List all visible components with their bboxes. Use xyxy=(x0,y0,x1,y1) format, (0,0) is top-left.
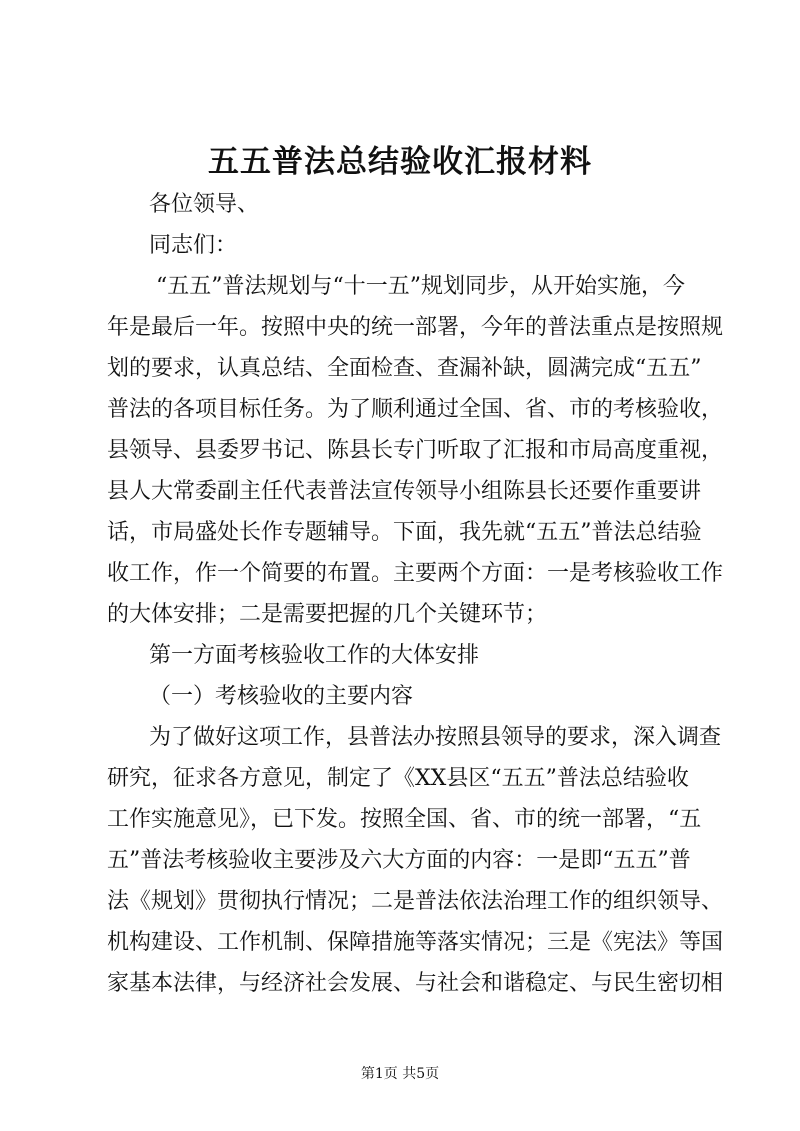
paragraph-line: 的大体安排；二是需要把握的几个关键环节； xyxy=(107,602,548,627)
paragraph-line: 家基本法律，与经济社会发展、与社会和谐稳定、与民生密切相 xyxy=(107,971,724,996)
paragraph-line: 工作实施意见》，已下发。按照全国、省、市的统一部署，“五 xyxy=(107,807,702,832)
paragraph-line: 划的要求，认真总结、全面检查、查漏补缺，圆满完成“五五” xyxy=(107,356,702,381)
paragraph-line: 年是最后一年。按照中央的统一部署，今年的普法重点是按照规 xyxy=(107,315,724,340)
page-title: 五五普法总结验收汇报材料 xyxy=(208,144,592,180)
page-number-footer: 第1页 共5页 xyxy=(360,1066,440,1082)
paragraph-line: 普法的各项目标任务。为了顺利通过全国、省、市的考核验收， xyxy=(107,397,724,422)
paragraph-line: 县领导、县委罗书记、陈县长专门听取了汇报和市局高度重视， xyxy=(107,438,724,463)
salutation-line: 同志们： xyxy=(149,233,238,258)
paragraph-line: 机构建设、工作机制、保障措施等落实情况；三是《宪法》等国 xyxy=(107,930,724,955)
paragraph-line: “五五”普法规划与“十一五”规划同步，从开始实施，今 xyxy=(156,274,685,299)
paragraph-line: 县人大常委副主任代表普法宣传领导小组陈县长还要作重要讲 xyxy=(107,479,702,504)
paragraph-line: 五”普法考核验收主要涉及六大方面的内容：一是即“五五”普 xyxy=(107,848,691,873)
subsection-heading: （一）考核验收的主要内容 xyxy=(149,684,414,709)
section-heading: 第一方面考核验收工作的大体安排 xyxy=(149,643,480,668)
paragraph-line: 收工作，作一个简要的布置。主要两个方面：一是考核验收工作 xyxy=(107,561,724,586)
paragraph-line: 话，市局盛处长作专题辅导。下面，我先就“五五”普法总结验 xyxy=(107,520,702,545)
paragraph-line: 法《规划》贯彻执行情况；二是普法依法治理工作的组织领导、 xyxy=(107,889,724,914)
salutation-line: 各位领导、 xyxy=(149,192,260,217)
paragraph-line: 研究，征求各方意见，制定了《XX县区“五五”普法总结验收 xyxy=(107,766,689,791)
paragraph-line: 为了做好这项工作，县普法办按照县领导的要求，深入调查 xyxy=(149,725,722,750)
